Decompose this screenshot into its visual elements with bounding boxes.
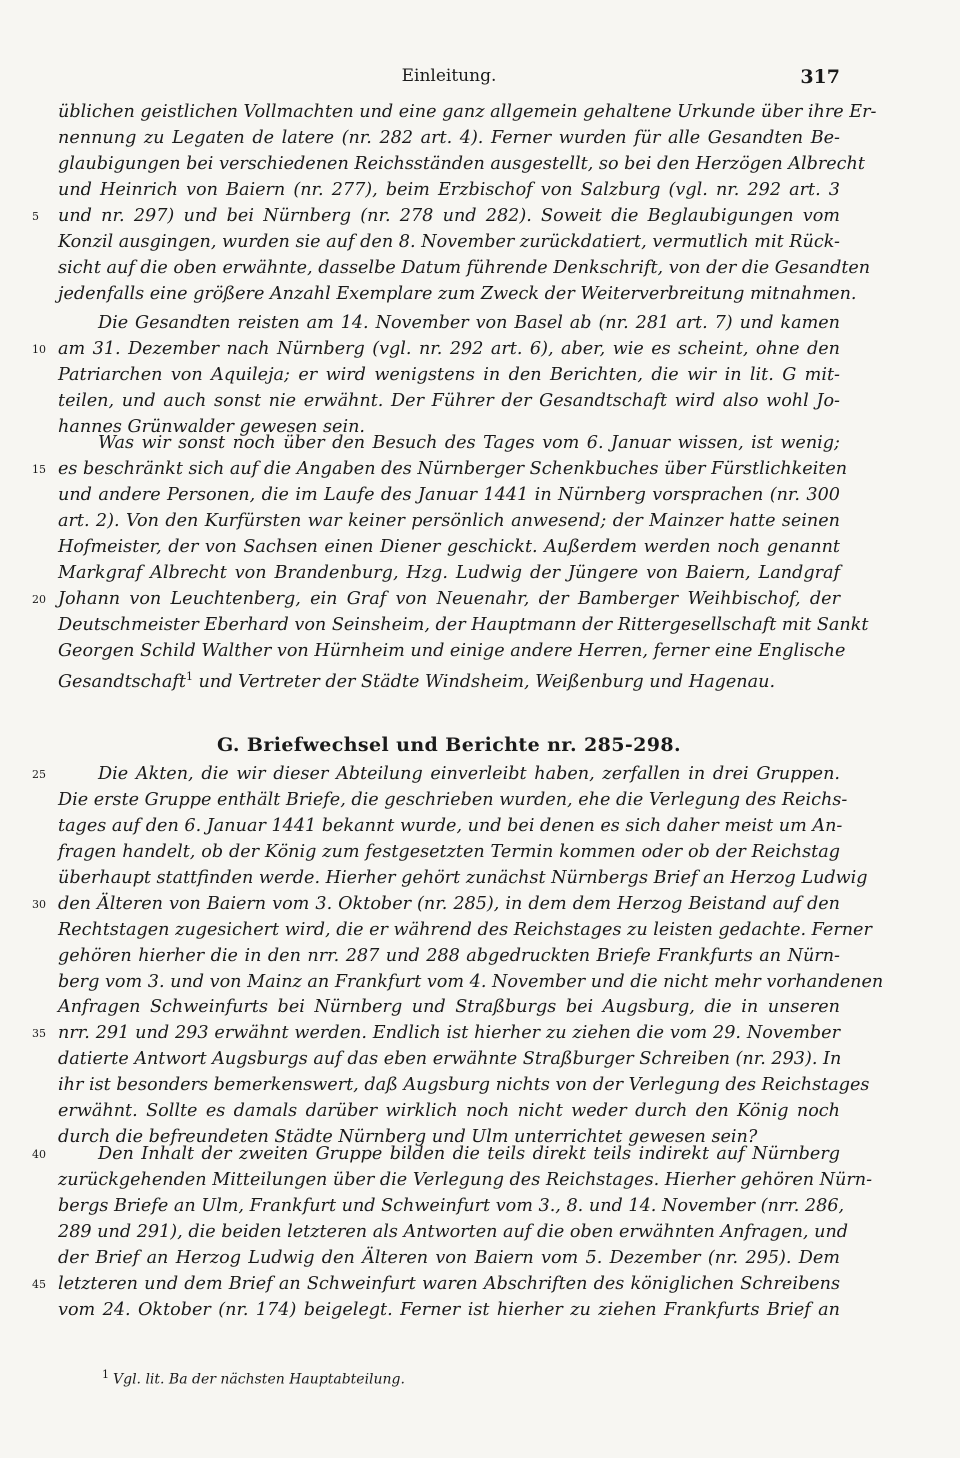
running-title: Einleitung. (401, 66, 497, 86)
text-line (58, 1246, 840, 1272)
line-number: 15 (32, 462, 46, 476)
text-line (58, 840, 840, 866)
paragraph-block-1 (32, 100, 877, 308)
running-header (58, 66, 840, 90)
text-line (58, 126, 840, 152)
line-text: jedenfalls eine größere Anzahl Exemplare zum Zweck der Weiterverbreitung mitnahmen. (58, 283, 857, 304)
line-text: Georgen Schild Walther von Hürnheim und einige andere Herren, ferner eine Englische (58, 640, 846, 661)
line-text: Rechtstagen zugesichert wird, die er während des Reichstages zu leisten gedachte. Ferner (58, 919, 872, 940)
text-line (58, 282, 857, 308)
text-line (58, 178, 840, 204)
line-text: Anfragen Schweinfurts bei Nürnberg und Straßburgs bei Augsburg, die in unseren (58, 997, 840, 1018)
text-line (58, 535, 840, 561)
text-line (32, 204, 840, 230)
line-text: Den Inhalt der zweiten Gruppe bilden die teils direkt teils indirekt auf Nürnberg (98, 1144, 840, 1164)
paragraph-block-3 (32, 431, 869, 693)
line-text: und andere Personen, die im Laufe des Januar 1441 in Nürnberg vorsprachen (nr. 300 (58, 484, 840, 505)
text-line (32, 457, 848, 483)
line-number: 20 (32, 592, 46, 606)
line-text: datierte Antwort Augsburgs auf das eben erwähnte Straßburger Schreiben (nr. 293). In (58, 1049, 842, 1070)
page-number: 317 (800, 66, 840, 88)
line-text: Markgraf Albrecht von Brandenburg, Hzg. Ludwig der Jüngere von Baiern, Landgraf (58, 562, 840, 583)
line-text: bergs Briefe an Ulm, Frankfurt und Schweinfurt vom 3., 8. und 14. November (nrr. 286, (58, 1195, 845, 1216)
text-line (58, 389, 840, 415)
line-text: es beschränkt sich auf die Angaben des Nürnberger Schenkbuches über Fürstlichkeiten (58, 458, 848, 479)
line-number: 40 (32, 1148, 46, 1161)
footnote-text: Vgl. lit. Ba der nächsten Hauptabteilung. (113, 1371, 405, 1388)
text-line (58, 431, 840, 457)
line-text: gehören hierher die in den nrr. 287 und 288 abgedruckten Briefe Frankfurts an Nürn- (58, 945, 840, 966)
text-line (58, 100, 877, 126)
line-text: 289 und 291), die beiden letzteren als Antworten auf die oben erwähnten Anfragen, und (58, 1221, 849, 1242)
text-line (58, 995, 840, 1021)
paragraph-block-2 (32, 311, 840, 441)
line-text: Was wir sonst noch über den Besuch des Tages vom 6. Januar wissen, ist wenig; (98, 433, 840, 453)
line-text: letzteren und dem Brief an Schweinfurt waren Abschriften des königlichen Schreibens (58, 1273, 840, 1294)
text-line (32, 337, 840, 363)
text-line (32, 892, 840, 918)
line-text: vom 24. Oktober (nr. 174) beigelegt. Ferner ist hierher zu ziehen Frankfurts Brief an (58, 1299, 840, 1320)
text-line (32, 587, 840, 613)
line-text: Gesandtschaft (58, 672, 186, 693)
line-text: üblichen geistlichen Vollmachten und eine ganz allgemein gehaltene Urkunde über ihre Er- (58, 102, 877, 122)
line-text: glaubigungen bei verschiedenen Reichsständen ausgestellt, so bei den Herzögen Albrecht (58, 153, 865, 174)
text-line (58, 664, 840, 693)
text-line (58, 483, 840, 509)
footnote-reference: 1 (185, 670, 193, 684)
paragraph-block-4 (32, 762, 884, 1151)
paragraph-block-5 (32, 1142, 873, 1324)
line-text: berg vom 3. und von Mainz an Frankfurt vom 4. November und die nicht mehr vorhandenen (58, 971, 884, 992)
text-line (58, 152, 865, 178)
text-line (58, 639, 846, 665)
line-text: nennung zu Legaten de latere (nr. 282 art. 4). Ferner wurden für alle Gesandten Be- (58, 127, 840, 148)
text-line (58, 814, 843, 840)
line-number: 5 (32, 209, 39, 223)
text-line (32, 762, 840, 788)
text-line (58, 1168, 873, 1194)
line-number: 25 (32, 768, 46, 781)
footnote (102, 1368, 405, 1388)
text-line (32, 1272, 840, 1298)
line-text: tages auf den 6. Januar 1441 bekannt wurde, und bei denen es sich daher meist um An- (58, 815, 843, 836)
text-line (58, 1073, 870, 1099)
section-heading: G. Briefwechsel und Berichte nr. 285-298. (216, 734, 682, 756)
line-text: Konzil ausgingen, wurden sie auf den 8. November zurückdatiert, vermutlich mit Rück- (58, 231, 840, 252)
text-line (58, 1298, 840, 1324)
text-line (58, 1099, 840, 1125)
line-text: ihr ist besonders bemerkenswert, daß Augsburg nichts von der Verlegung des Reichstages (58, 1075, 870, 1096)
text-line (58, 1220, 849, 1246)
text-line (32, 1142, 840, 1168)
line-text: am 31. Dezember nach Nürnberg (vgl. nr. 292 art. 6), aber, wie es scheint, ohne den (58, 338, 840, 359)
text-line (58, 788, 848, 814)
line-text: teilen, und auch sonst nie erwähnt. Der Führer der Gesandtschaft wird also wohl Jo- (58, 390, 840, 411)
line-text: Die Akten, die wir dieser Abteilung einverleibt haben, zerfallen in drei Gruppen. (98, 764, 840, 784)
text-line (58, 230, 840, 256)
line-text: der Brief an Herzog Ludwig den Älteren von Baiern vom 5. Dezember (nr. 295). Dem (58, 1247, 840, 1268)
line-number: 30 (32, 897, 46, 911)
line-text-continued: und Vertreter der Städte Windsheim, Weißenburg und Hagenau. (192, 672, 776, 693)
text-line (58, 256, 871, 282)
line-text: und Heinrich von Baiern (nr. 277), beim Erzbischof von Salzburg (vgl. nr. 292 art. 3 (58, 179, 840, 200)
text-line (32, 1021, 840, 1047)
line-text: nrr. 291 und 293 erwähnt werden. Endlich ist hierher zu ziehen die vom 29. November (58, 1023, 840, 1044)
line-text: fragen handelt, ob der König zum festgesetzten Termin kommen oder ob der Reichstag (58, 841, 840, 862)
text-line (58, 509, 840, 535)
line-text: Die Gesandten reisten am 14. November von Basel ab (nr. 281 art. 7) und kamen (98, 313, 840, 333)
text-line (58, 311, 840, 337)
line-text: Hofmeister, der von Sachsen einen Diener geschickt. Außerdem werden noch genannt (58, 536, 840, 557)
text-line (58, 918, 872, 944)
text-line (58, 363, 840, 389)
line-number: 35 (32, 1027, 46, 1041)
line-text: überhaupt stattfinden werde. Hierher gehört zunächst Nürnbergs Brief an Herzog Ludwig (58, 867, 868, 888)
text-line (58, 1194, 845, 1220)
line-text: zurückgehenden Mitteilungen über die Verlegung des Reichstages. Hierher gehören Nürn- (58, 1169, 873, 1190)
line-number: 10 (32, 342, 46, 356)
line-text: hannes Grünwalder gewesen sein. (58, 416, 365, 437)
line-number: 45 (32, 1277, 46, 1291)
text-line (58, 944, 840, 970)
line-text: Johann von Leuchtenberg, ein Graf von Neuenahr, der Bamberger Weihbischof, der (58, 588, 840, 609)
line-text: sicht auf die oben erwähnte, dasselbe Datum führende Denkschrift, von der die Gesandten (58, 257, 871, 278)
footnote-marker: 1 (102, 1368, 109, 1381)
text-line (58, 561, 840, 587)
line-text: Patriarchen von Aquileja; er wird wenigstens in den Berichten, die wir in lit. G mit- (58, 364, 840, 385)
line-text: Die erste Gruppe enthält Briefe, die geschrieben wurden, ehe die Verlegung des Reichs- (58, 789, 848, 810)
text-line (58, 866, 868, 892)
text-line (58, 970, 884, 996)
line-text: art. 2). Von den Kurfürsten war keiner persönlich anwesend; der Mainzer hatte seinen (58, 510, 840, 531)
line-text: Deutschmeister Eberhard von Seinsheim, der Hauptmann der Rittergesellschaft mit Sankt (58, 614, 869, 635)
line-text: den Älteren von Baiern vom 3. Oktober (nr. 285), in dem dem Herzog Beistand auf den (58, 893, 840, 914)
line-text: durch die befreundeten Städte Nürnberg und Ulm unterrichtet gewesen sein? (58, 1127, 758, 1148)
text-line (58, 613, 869, 639)
line-text: und nr. 297) und bei Nürnberg (nr. 278 und 282). Soweit die Beglaubigungen vom (58, 205, 840, 226)
text-line (58, 1047, 840, 1073)
line-text: erwähnt. Sollte es damals darüber wirklich noch nicht weder durch den König noch (58, 1101, 840, 1122)
